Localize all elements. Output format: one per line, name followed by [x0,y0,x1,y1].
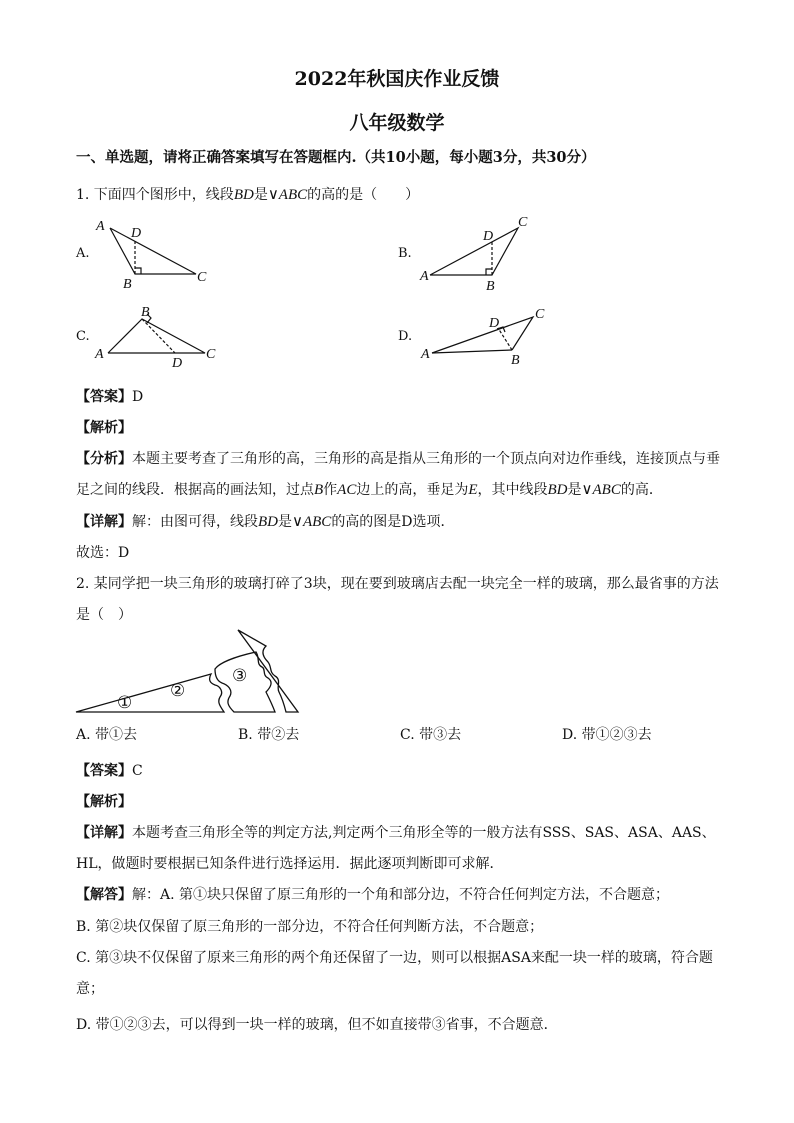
fig-c-label-A: A [95,347,104,362]
q1-fenxi-line1 [76,448,720,468]
q1-seg: BD [233,187,254,203]
q1-fenxi-2e: 边上的高，垂足为 [356,482,469,498]
fig-b-label-A: A [420,269,429,284]
q1-option-d-label: D. [398,329,413,344]
q1-detail-label: 【详解】 [76,514,132,530]
q1-fenxi-2k: 的高． [620,482,663,498]
figure-d [432,317,533,353]
q1-detail-e: 的高的图是D选项． [331,514,455,530]
q1-fenxi-2j: ∨ABC [581,482,621,498]
q2-answer-label: 【答案】 [76,763,132,779]
q2-solve-c2: 意； [76,981,104,997]
q1-option-c-label: C. [76,329,90,344]
q1-answer-label: 【答案】 [76,389,132,405]
q1-fenxi-2a: 足之间的线段．根据高的画法知，过点 [76,482,314,498]
q2-solve-a [76,884,669,904]
fig-a-label-C: C [197,270,207,285]
q1-stem-post: 的高的是（ ） [307,187,420,203]
fig-d-label-D: D [489,316,500,331]
q2-answer-line [76,760,143,780]
q2-stem-line2: 是（ ） [76,607,132,623]
fig-b-label-B: B [486,279,495,294]
q1-fenxi-line2 [76,479,663,499]
q2-detail-label: 【详解】 [76,825,132,841]
q1-fenxi-text1: 本题主要考查了三角形的高，三角形的高是指从三角形的一个顶点向对边作垂线，连接顶点与垂 [132,451,720,467]
q1-answer-line [76,386,143,406]
figure-c [108,314,205,353]
fig-a-label-B: B [123,277,132,292]
q2-option-a: A. 带①去 [76,727,138,743]
q2-option-d: D. 带①②③去 [562,727,652,743]
q1-detail-b: BD [258,514,278,530]
q1-tri: ∨ABC [267,187,308,203]
q2-solve-b: B. 第②块仅保留了原三角形的一部分边，不符合任何判断方法，不合题意； [76,919,544,935]
q2-detail-text1: 本题考查三角形全等的判定方法,判定两个三角形全等的一般方法有SSS、SAS、ASA、AAS、 [132,825,716,841]
q1-fenxi-2h: BD [547,482,568,498]
q1-detail-d: ∨ABC [292,514,332,530]
piece-2-label: ② [170,681,186,700]
figure-a [110,228,196,274]
fig-c-label-D: D [172,356,183,371]
q1-fenxi-2i: 是 [567,482,582,498]
q2-stem-line1: 2. 某同学把一块三角形的玻璃打碎了3块，现在要到玻璃店去配一块完全一样的玻璃，那么最省事的方法 [76,576,719,592]
q2-analysis-label: 【解析】 [76,794,132,810]
q1-fenxi-label: 【分析】 [76,451,132,467]
q1-fenxi-2c: 作 [323,482,338,498]
q1-fenxi-2d: AC [337,482,357,498]
q2-solve-a-text: 解：A. 第①块只保留了原三角形的一个角和部分边，不符合任何判定方法，不合题意； [132,887,670,903]
q1-fenxi-2g: ，其中线段 [477,482,548,498]
glass-pieces [76,630,298,712]
q2-option-c: C. 带③去 [400,727,462,743]
page-subtitle: 八年级数学 [349,112,445,134]
q2-broken-glass-figure [70,622,310,717]
q1-conclusion: 故选：D [76,545,130,561]
fig-d-label-A: A [421,347,430,362]
q2-detail-line2: HL，做题时要根据已知条件进行选择运用．据此逐项判断即可求解． [76,856,504,872]
q1-detail-c: 是 [278,514,292,530]
q2-solve-c1: C. 第③块不仅保留了原来三角形的两个角还保留了一边，则可以根据ASA来配一块一样的玻璃，符合题 [76,950,713,966]
fig-d-label-B: B [511,353,520,368]
q1-option-a-label: A. [76,246,90,261]
q1-fenxi-2b: B [314,482,324,498]
q1-stem-mid: 是 [253,187,268,203]
fig-a-label-D: D [131,226,142,241]
figure-b [430,228,518,275]
q2-detail-line1 [76,822,716,842]
q2-option-b: B. 带②去 [238,727,300,743]
q2-solve-d: D. 带①②③去，可以得到一块一样的玻璃，但不如直接带③省事，不合题意． [76,1017,558,1033]
fig-b-label-D: D [483,229,494,244]
section-heading: 一、单选题，请将正确答案填写在答题框内.（共10小题，每小题3分，共30分） [76,149,596,166]
q1-answer: D [132,389,144,405]
q1-detail-a: 解：由图可得，线段 [132,514,258,530]
fig-c-label-B: B [141,305,150,320]
fig-a-label-A: A [96,219,105,234]
q2-answer: C [132,763,143,779]
q1-figures [0,0,794,400]
fig-c-label-C: C [206,347,216,362]
fig-d-label-C: C [535,307,545,322]
q1-option-b-label: B. [398,246,412,261]
page-title: 2022年秋国庆作业反馈 [294,68,500,90]
fig-b-label-C: C [518,215,528,230]
piece-1-label: ① [117,693,133,712]
piece-3-label: ③ [232,666,248,685]
q1-analysis-label: 【解析】 [76,420,132,436]
q1-stem-pre: 1. 下面四个图形中，线段 [76,187,234,203]
q1-detail-line [76,511,455,531]
q2-solve-label: 【解答】 [76,887,132,903]
q1-fenxi-2f: E [468,482,478,498]
